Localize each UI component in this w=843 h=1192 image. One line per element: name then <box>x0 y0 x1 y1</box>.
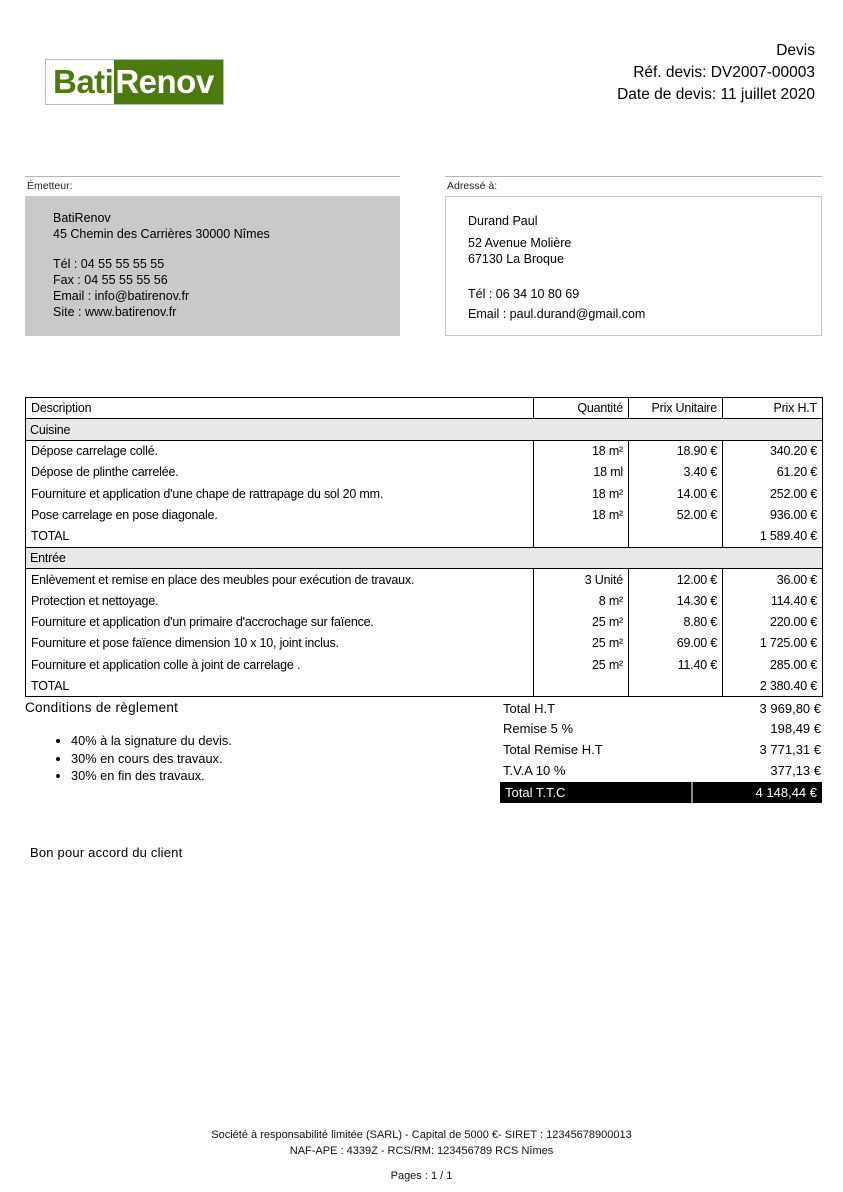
company-logo <box>45 59 224 105</box>
payment-terms-list <box>25 732 355 785</box>
legal-footer-line1: Société à responsabilité limitée (SARL) - Capital de 5000 €- SIRET : 12345678900013 <box>211 1129 632 1141</box>
item-description: Dépose de plinthe carrelée. <box>31 465 179 480</box>
header-unit-price: Prix Unitaire <box>629 398 723 419</box>
total-value: 3 771,31 € <box>759 741 821 757</box>
item-quantity: 3 Unité <box>534 569 629 590</box>
document-title: Devis <box>776 42 815 59</box>
item-total: 36.00 € <box>723 569 823 590</box>
item-description: Pose carrelage en pose diagonale. <box>31 508 218 523</box>
item-unit-price: 69.00 € <box>629 633 723 654</box>
item-row <box>26 483 823 504</box>
item-quantity: 18 ml <box>534 462 629 483</box>
item-total: 61.20 € <box>723 462 823 483</box>
item-unit-price: 52.00 € <box>629 504 723 525</box>
item-total: 252.00 € <box>723 483 823 504</box>
item-total: 220.00 € <box>723 611 823 632</box>
sender-site: Site : www.batirenov.fr <box>53 304 177 319</box>
recipient-tel: Tél : 06 34 10 80 69 <box>468 287 580 301</box>
sender-name: BatiRenov <box>53 211 111 225</box>
item-row <box>26 440 823 461</box>
total-row <box>500 760 822 781</box>
section-total-label: TOTAL <box>31 529 70 544</box>
section-total-value: 2 380.40 € <box>723 676 823 697</box>
total-row <box>500 739 822 760</box>
item-total: 285.00 € <box>723 654 823 675</box>
item-quantity: 18 m² <box>534 483 629 504</box>
payment-terms-title: Conditions de règlement <box>25 700 179 715</box>
recipient-address1: 52 Avenue Molière <box>468 236 572 250</box>
header-quantity: Quantité <box>534 398 629 419</box>
sender-block <box>25 176 400 336</box>
item-unit-price: 18.90 € <box>629 440 723 461</box>
total-label: Total H.T <box>503 700 556 716</box>
payment-term-item: • 30% en cours des travaux. <box>71 750 355 768</box>
section-name: Entrée <box>26 547 823 568</box>
total-row <box>500 698 822 719</box>
item-description: Fourniture et pose faïence dimension 10 x 10, joint inclus. <box>31 636 339 651</box>
item-description: Dépose carrelage collé. <box>31 444 158 459</box>
item-description: Enlèvement et remise en place des meubles pour exécution de travaux. <box>31 572 415 587</box>
item-total: 936.00 € <box>723 504 823 525</box>
recipient-name: Durand Paul <box>468 214 538 228</box>
item-quantity: 25 m² <box>534 633 629 654</box>
recipient-email: Email : paul.durand@gmail.com <box>468 307 646 321</box>
recipient-address2: 67130 La Broque <box>468 252 564 266</box>
header-description: Description <box>26 398 534 419</box>
section-name: Cuisine <box>26 419 823 440</box>
recipient-label: Adressé à: <box>445 176 822 192</box>
section-total-row <box>26 676 823 697</box>
item-unit-price: 3.40 € <box>629 462 723 483</box>
item-unit-price: 11.40 € <box>629 654 723 675</box>
item-total: 114.40 € <box>723 590 823 611</box>
logo-text-renov: Renov <box>114 60 222 104</box>
section-row-entree <box>26 547 823 568</box>
payment-terms <box>25 700 355 785</box>
item-total: 1 725.00 € <box>723 633 823 654</box>
item-row <box>26 654 823 675</box>
item-quantity: 18 m² <box>534 440 629 461</box>
totals-summary <box>500 698 822 803</box>
total-row <box>500 719 822 740</box>
item-row <box>26 633 823 654</box>
document-header <box>617 40 815 106</box>
section-total-label: TOTAL <box>31 679 70 694</box>
sender-box <box>25 196 400 336</box>
item-unit-price: 14.00 € <box>629 483 723 504</box>
document-reference: Réf. devis: DV2007-00003 <box>633 64 815 81</box>
table-header-row <box>26 398 823 419</box>
legal-footer-line2: NAF-APE : 4339Z - RCS/RM: 123456789 RCS Nîmes <box>289 1144 554 1157</box>
header-total: Prix H.T <box>723 398 823 419</box>
payment-term-item: • 30% en fin des travaux. <box>71 767 355 785</box>
item-description: Fourniture et application colle à joint de carrelage . <box>31 657 301 672</box>
item-description: Fourniture et application d'une chape de rattrapage du sol 20 mm. <box>31 486 384 501</box>
total-value: 198,49 € <box>770 721 821 737</box>
total-value: 377,13 € <box>770 762 821 778</box>
recipient-box <box>445 196 822 336</box>
item-quantity: 18 m² <box>534 504 629 525</box>
total-label: Remise 5 % <box>503 721 574 737</box>
item-description: Fourniture et application d'un primaire d'accrochage sur faïence. <box>31 615 374 630</box>
section-total-value: 1 589.40 € <box>723 526 823 547</box>
item-unit-price: 12.00 € <box>629 569 723 590</box>
sender-label: Émetteur: <box>25 176 400 192</box>
section-row-cuisine <box>26 419 823 440</box>
payment-term-item: • 40% à la signature du devis. <box>71 732 355 750</box>
signature-note: Bon pour accord du client <box>30 845 183 860</box>
item-row <box>26 590 823 611</box>
item-row <box>26 611 823 632</box>
item-quantity: 8 m² <box>534 590 629 611</box>
item-unit-price: 14.30 € <box>629 590 723 611</box>
item-row <box>26 504 823 525</box>
document-date: Date de devis: 11 juillet 2020 <box>617 86 815 103</box>
item-quantity: 25 m² <box>534 611 629 632</box>
item-row <box>26 569 823 590</box>
sender-fax: Fax : 04 55 55 55 56 <box>53 273 168 288</box>
sender-tel: Tél : 04 55 55 55 55 <box>53 257 165 272</box>
total-ttc-value: 4 148,44 € <box>693 782 822 803</box>
sender-address: 45 Chemin des Carrières 30000 Nîmes <box>53 226 270 241</box>
item-unit-price: 8.80 € <box>629 611 723 632</box>
total-ttc-bar <box>500 782 822 803</box>
item-row <box>26 462 823 483</box>
section-total-row <box>26 526 823 547</box>
pages-indicator: Pages : 1 / 1 <box>390 1170 453 1182</box>
legal-footer <box>0 1128 843 1159</box>
recipient-block <box>445 176 822 336</box>
total-label: Total Remise H.T <box>503 741 603 757</box>
item-total: 340.20 € <box>723 440 823 461</box>
item-description: Protection et nettoyage. <box>31 593 159 608</box>
total-label: T.V.A 10 % <box>503 762 566 778</box>
total-value: 3 969,80 € <box>759 700 821 716</box>
sender-email: Email : info@batirenov.fr <box>53 288 190 303</box>
item-quantity: 25 m² <box>534 654 629 675</box>
logo-text-bati: Bati <box>46 60 114 104</box>
total-ttc-label: Total T.T.C <box>500 782 691 803</box>
items-table <box>25 397 823 697</box>
